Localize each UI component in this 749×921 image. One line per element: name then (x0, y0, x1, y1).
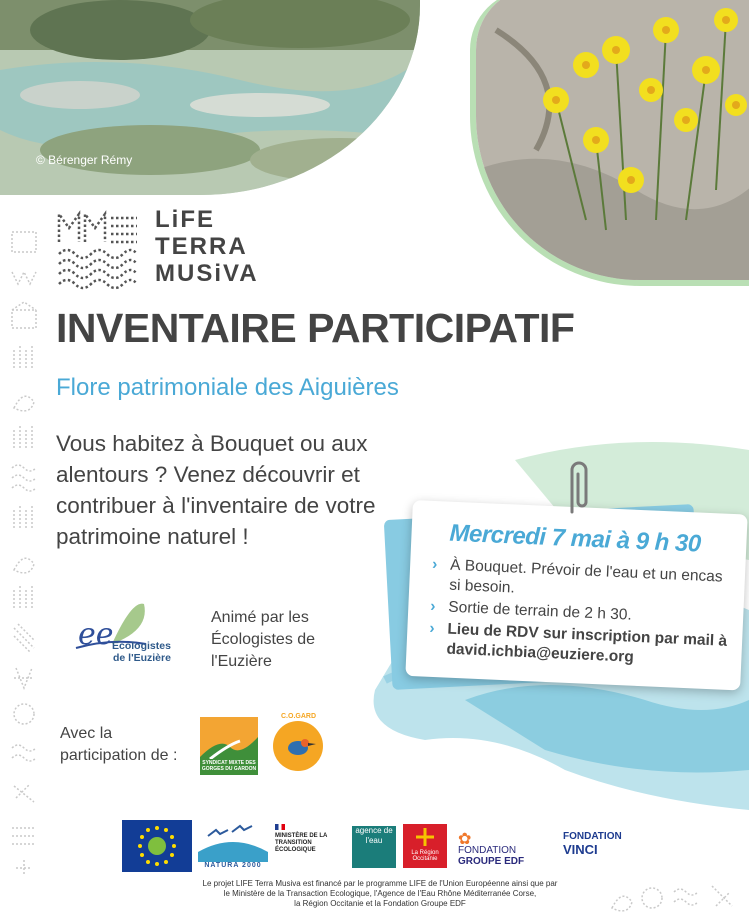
event-date: Mercredi 7 mai à 9 h 30 (449, 519, 702, 558)
logo-line-musiva: MUSiVA (155, 260, 259, 287)
ecologistes-name-line2: de l'Euzière (113, 652, 171, 664)
occitan-cross-icon (403, 824, 447, 850)
paperclip-icon (560, 456, 598, 516)
funding-footnote (140, 879, 620, 909)
footnote-line: le Ministère de la Transaction Ecologique, l'Agence de l'Eau Rhône Méditerranée Corse, (223, 889, 537, 898)
cogard-label: C.O.GARD (281, 713, 316, 720)
bottom-pictograms (606, 880, 746, 916)
region-occitanie-logo (403, 824, 447, 868)
event-detail-text: Sortie de terrain de 2 h 30. (447, 598, 633, 624)
ecologistes-name-line1: Ecologistes (112, 640, 171, 652)
sponsor-logos (120, 820, 650, 876)
french-flag-icon (275, 824, 285, 830)
chevron-right-icon: › (429, 619, 435, 638)
event-details-list (424, 555, 738, 674)
ecologistes-name (112, 640, 171, 664)
bird-icon (272, 714, 324, 774)
eu-flag-logo (122, 820, 192, 872)
logo-waves-icon (55, 208, 145, 290)
natura-2000-label: NATURA 2000 (204, 862, 262, 869)
photo-credit: © Bérenger Rémy (36, 153, 133, 167)
fondation-vinci-line1: FONDATION (563, 831, 622, 842)
birds-icon (198, 822, 268, 862)
footnote-line: la Région Occitanie et la Fondation Groupe EDF (294, 899, 466, 908)
smgg-label: SYNDICAT MIXTE DES GORGES DU GARDON (201, 760, 257, 772)
fondation-vinci-logo (563, 830, 622, 856)
ministere-logo (275, 824, 345, 854)
page-subtitle: Flore patrimoniale des Aiguières (56, 374, 399, 401)
footnote-line: Le projet LIFE Terra Musiva est financé par le programme LIFE de l'Union Européenne ainsi que par (202, 879, 558, 888)
svg-text:ee: ee (78, 617, 114, 652)
pictogram-strip-icon (8, 228, 42, 878)
agence-eau-logo: agence de l'eau (352, 826, 396, 868)
daffodil-photo (470, 0, 749, 286)
chevron-right-icon: › (431, 555, 438, 574)
fondation-edf-logo (458, 831, 525, 867)
cogard-logo (272, 714, 324, 774)
fondation-edf-line2: GROUPE EDF (458, 856, 525, 867)
logo-line-terra: TERRA (155, 233, 248, 260)
chevron-right-icon: › (430, 597, 436, 616)
intro-text: Vous habitez à Bouquet ou aux alentours ? Venez découvrir et contribuer à l'inventaire de votre patrimoine naturel ! (56, 431, 376, 549)
participation-text: Avec la participation de : (60, 725, 178, 764)
eu-stars-icon (122, 820, 192, 872)
decorative-icon-column (8, 228, 42, 883)
organizer-text: Animé par les Écologistes de l'Euzière (211, 609, 316, 670)
fondation-edf-line1: FONDATION (458, 845, 517, 856)
region-label: La Région Occitanie (411, 850, 439, 862)
event-card (405, 500, 747, 690)
event-registration-text: Lieu de RDV sur inscription par mail à david.ichbia@euziere.org (446, 620, 728, 666)
fondation-vinci-line2: VINCI (563, 842, 598, 857)
ministere-label: MINISTÈRE DE LA TRANSITION ÉCOLOGIQUE (275, 833, 328, 853)
logo-line-life: LiFE (155, 206, 215, 233)
event-detail-text: À Bouquet. Prévoir de l'eau et un encas si besoin. (448, 556, 723, 597)
page-title: INVENTAIRE PARTICIPATIF (56, 305, 575, 351)
pictogram-row-icon (606, 880, 746, 916)
logo-wordmark (155, 206, 259, 287)
edf-flower-icon: ✿ (458, 831, 472, 848)
